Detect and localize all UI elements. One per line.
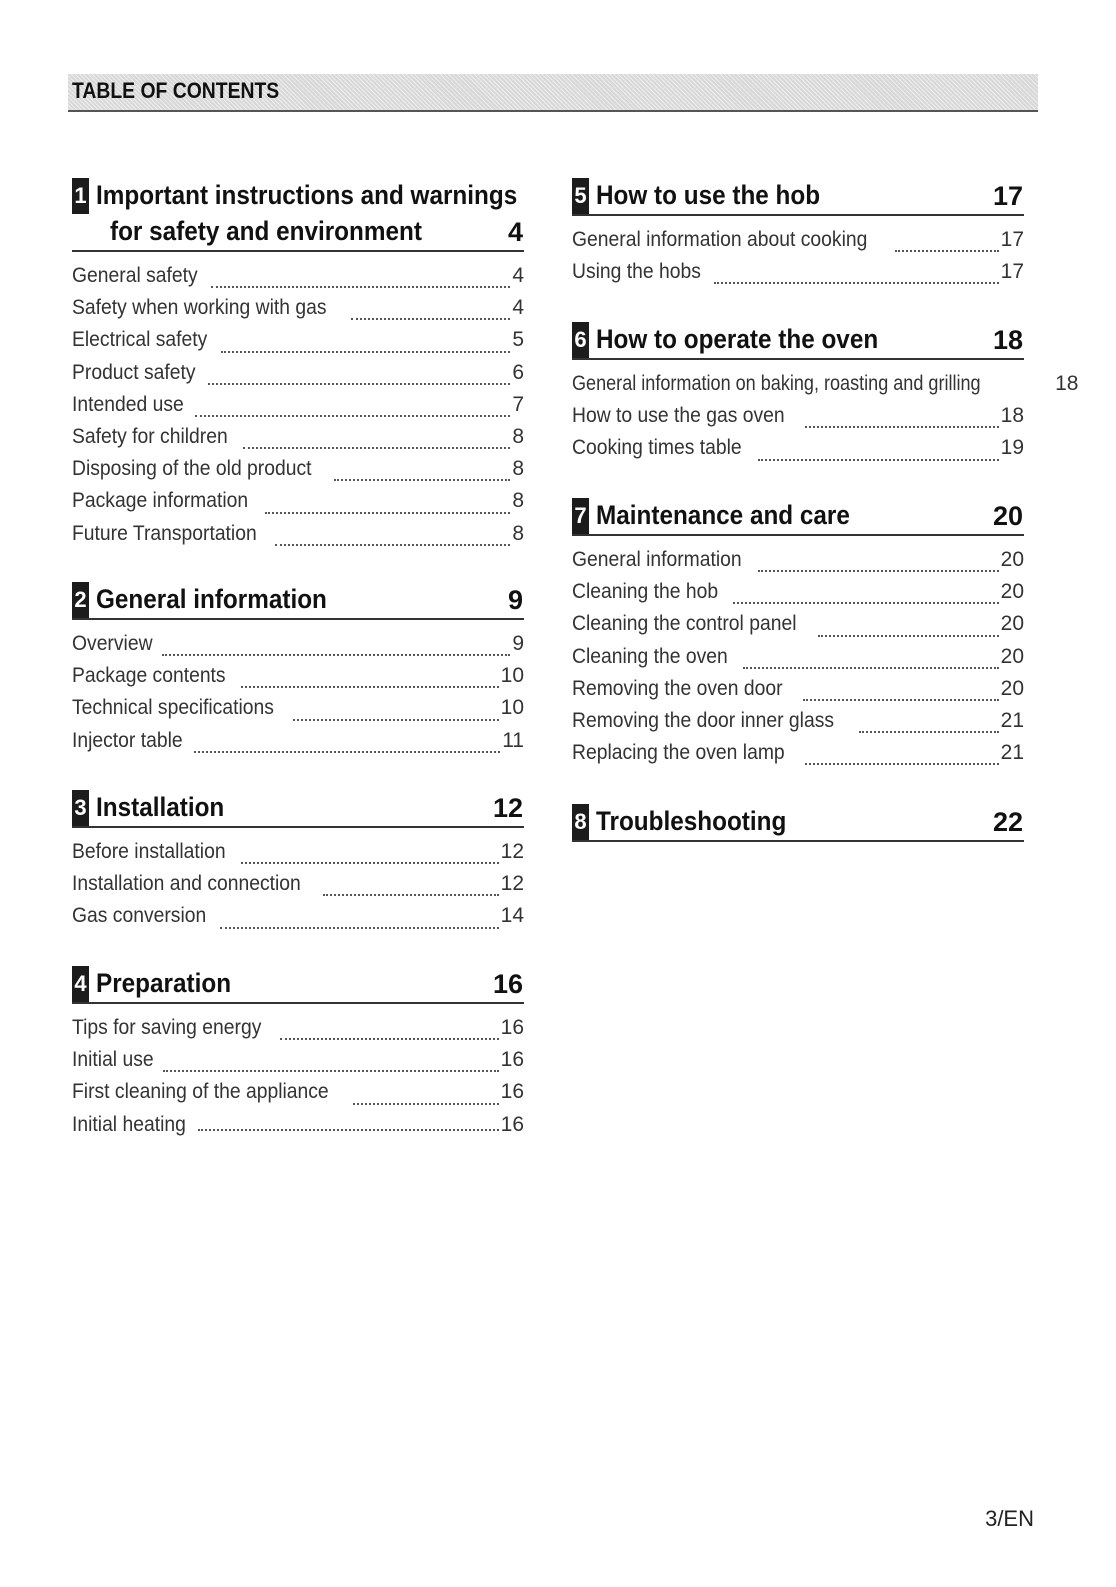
section-page-number: 4	[507, 217, 523, 247]
toc-entry[interactable]	[572, 709, 1024, 741]
section-page-number: 16	[492, 969, 523, 999]
dot-leader	[195, 415, 510, 417]
toc-entry[interactable]	[572, 260, 1024, 292]
entry-label: Safety for children	[72, 424, 228, 448]
toc-entry[interactable]	[72, 425, 524, 457]
section-page-number: 22	[992, 807, 1023, 837]
entry-page: 16	[500, 1112, 524, 1136]
entry-page: 4	[512, 296, 524, 320]
toc-entry[interactable]	[572, 404, 1024, 436]
dot-leader	[351, 318, 511, 320]
dot-leader	[743, 667, 998, 669]
toc-entry[interactable]	[572, 436, 1024, 468]
section-heading[interactable]	[72, 178, 524, 252]
toc-entry[interactable]	[572, 548, 1024, 580]
dot-leader	[805, 763, 998, 765]
section-number-badge: 6	[572, 322, 589, 358]
entry-label: General information	[572, 548, 742, 571]
dot-leader	[221, 351, 510, 353]
dot-leader	[162, 654, 511, 656]
dot-leader	[323, 894, 499, 896]
toc-section-1	[72, 178, 524, 554]
toc-entry[interactable]	[72, 1016, 524, 1048]
entry-page: 6	[512, 360, 524, 384]
dot-leader	[275, 544, 511, 546]
toc-title: TABLE OF CONTENTS	[72, 78, 280, 103]
entry-label: Removing the oven door	[572, 676, 783, 700]
section-number-badge: 3	[72, 790, 89, 826]
entry-label: Future Transportation	[72, 521, 257, 545]
toc-entry[interactable]	[72, 489, 524, 521]
section-number-badge: 2	[72, 582, 89, 618]
entry-label: Initial heating	[72, 1112, 186, 1136]
toc-entry[interactable]	[572, 645, 1024, 677]
entry-label: Overview	[72, 632, 153, 655]
entry-label: Cleaning the oven	[572, 644, 728, 668]
toc-section-6	[572, 322, 1079, 469]
dot-leader	[714, 282, 999, 284]
section-title: Installation	[96, 792, 225, 822]
dot-leader	[733, 602, 999, 604]
toc-entry[interactable]	[572, 677, 1024, 709]
entry-page: 10	[500, 696, 524, 720]
entry-page: 12	[500, 840, 524, 863]
entry-label: Package information	[72, 489, 249, 513]
section-title: Important instructions and warnings	[96, 180, 518, 210]
section-page-number: 17	[992, 181, 1023, 211]
toc-entry[interactable]	[72, 296, 524, 328]
dot-leader	[818, 635, 999, 637]
section-title: Troubleshooting	[596, 806, 787, 836]
entry-label: Injector table	[72, 728, 183, 752]
entry-label: Cleaning the hob	[572, 580, 719, 604]
dot-leader	[211, 286, 511, 288]
section-heading[interactable]	[572, 498, 1024, 536]
entry-label: Intended use	[72, 392, 184, 416]
entry-page: 17	[1000, 260, 1024, 284]
dot-leader	[265, 512, 510, 514]
entry-page: 12	[500, 872, 524, 896]
section-heading[interactable]	[572, 804, 1024, 842]
dot-leader	[334, 479, 510, 481]
toc-entry[interactable]	[572, 228, 1024, 260]
entry-label: Before installation	[72, 840, 226, 863]
entry-label: Tips for saving energy	[72, 1016, 262, 1039]
toc-entry[interactable]	[572, 612, 1024, 644]
toc-entry[interactable]	[72, 1080, 524, 1112]
toc-entry[interactable]	[72, 522, 524, 554]
dot-leader	[208, 383, 510, 385]
entry-label: Product safety	[72, 360, 196, 384]
section-page-number: 9	[507, 585, 523, 615]
entry-page: 7	[512, 392, 524, 416]
section-title: Maintenance and care	[596, 500, 850, 530]
entry-page: 8	[512, 489, 524, 513]
entry-page: 5	[512, 328, 524, 352]
entry-label: Removing the door inner glass	[572, 708, 835, 732]
section-page-number: 18	[992, 325, 1023, 355]
dot-leader	[194, 751, 500, 753]
toc-entry[interactable]	[72, 904, 524, 936]
dot-leader	[280, 1038, 499, 1040]
entry-label: General information about cooking	[572, 228, 868, 251]
toc-entry[interactable]	[72, 632, 524, 664]
entry-label: Technical specifications	[72, 696, 274, 720]
entry-page: 14	[500, 904, 524, 928]
section-number-badge: 5	[572, 178, 589, 214]
toc-entry[interactable]	[72, 457, 524, 489]
section-heading[interactable]	[72, 790, 524, 828]
dot-leader	[220, 927, 499, 929]
section-heading[interactable]	[572, 178, 1024, 216]
section-title-line2: for safety and environment	[110, 216, 422, 246]
entry-page: 11	[502, 728, 524, 752]
toc-section-2	[72, 582, 524, 761]
entry-page: 20	[1000, 612, 1024, 636]
entry-page: 8	[512, 521, 524, 545]
section-title: How to use the hob	[596, 180, 821, 210]
toc-entry[interactable]	[72, 872, 524, 904]
toc-entry[interactable]	[72, 1113, 524, 1139]
toc-section-3	[72, 790, 524, 937]
dot-leader	[895, 250, 999, 252]
entry-label: Initial use	[72, 1048, 154, 1072]
toc-section-5	[572, 178, 1024, 292]
entry-label: Package contents	[72, 664, 226, 688]
toc-entry[interactable]	[72, 729, 524, 761]
dot-leader	[241, 686, 499, 688]
entry-label: Disposing of the old product	[72, 457, 312, 481]
dot-leader	[803, 699, 999, 701]
entry-page: 20	[1000, 644, 1024, 668]
toc-entry[interactable]	[72, 393, 524, 425]
entry-label: General safety	[72, 264, 198, 287]
entry-label: Installation and connection	[72, 872, 301, 896]
entry-page: 20	[1000, 580, 1024, 604]
entry-page: 8	[512, 457, 524, 481]
dot-leader	[758, 570, 998, 572]
toc-entry[interactable]	[72, 361, 524, 393]
toc-entry[interactable]	[72, 328, 524, 360]
entry-label: Using the hobs	[572, 260, 701, 284]
section-page-number: 12	[492, 793, 523, 823]
dot-leader	[353, 1103, 499, 1105]
section-heading[interactable]	[72, 966, 524, 1004]
section-title: Preparation	[96, 968, 232, 998]
entry-label: General information on baking, roasting and grilling	[572, 372, 981, 395]
entry-page: 9	[512, 632, 524, 655]
dot-leader	[163, 1070, 499, 1072]
entry-label: How to use the gas oven	[572, 404, 785, 428]
section-number-badge: 8	[572, 804, 589, 840]
entry-page: 19	[1000, 436, 1024, 460]
toc-entry[interactable]	[572, 372, 1079, 404]
entry-label: Cleaning the control panel	[572, 612, 797, 636]
entry-page: 21	[1000, 708, 1024, 732]
dot-leader	[243, 447, 510, 449]
entry-label: Safety when working with gas	[72, 296, 327, 320]
section-number-badge: 7	[572, 498, 589, 534]
entry-page: 8	[512, 424, 524, 448]
entry-page: 18	[1000, 404, 1024, 428]
section-heading[interactable]	[572, 322, 1024, 360]
toc-header-bar	[68, 74, 1038, 112]
entry-label: First cleaning of the appliance	[72, 1080, 329, 1104]
toc-entry[interactable]	[72, 696, 524, 728]
section-title: General information	[96, 584, 327, 614]
entry-label: Gas conversion	[72, 904, 207, 928]
toc-section-7	[572, 498, 1024, 773]
dot-leader	[198, 1129, 499, 1131]
entry-page: 17	[1000, 228, 1024, 251]
toc-entry[interactable]	[572, 580, 1024, 612]
section-number-badge: 1	[72, 178, 89, 214]
entry-page: 4	[512, 264, 524, 287]
section-number-badge: 4	[72, 966, 89, 1002]
dot-leader	[293, 719, 498, 721]
entry-label: Cooking times table	[572, 436, 742, 460]
dot-leader	[758, 459, 998, 461]
section-page-number: 20	[992, 501, 1023, 531]
entry-page: 10	[500, 664, 524, 688]
entry-page: 16	[500, 1016, 524, 1039]
toc-entry[interactable]	[72, 664, 524, 696]
toc-entry[interactable]	[572, 741, 1024, 773]
entry-page: 21	[1000, 741, 1024, 765]
toc-entry[interactable]	[72, 264, 524, 296]
entry-label: Electrical safety	[72, 328, 208, 352]
toc-entry[interactable]	[72, 840, 524, 872]
dot-leader	[805, 426, 998, 428]
entry-page: 16	[500, 1080, 524, 1104]
entry-label: Replacing the oven lamp	[572, 741, 785, 765]
dot-leader	[241, 862, 499, 864]
toc-entry[interactable]	[72, 1048, 524, 1080]
entry-page: 20	[1000, 548, 1024, 571]
toc-section-4	[72, 966, 524, 1139]
section-title: How to operate the oven	[596, 324, 879, 354]
page-number-footer: 3/EN	[985, 1506, 1034, 1531]
entry-page: 20	[1000, 676, 1024, 700]
entry-page: 16	[500, 1048, 524, 1072]
entry-page: 18	[1055, 372, 1079, 395]
dot-leader	[859, 731, 999, 733]
toc-section-8	[572, 804, 1024, 854]
section-heading[interactable]	[72, 582, 524, 620]
